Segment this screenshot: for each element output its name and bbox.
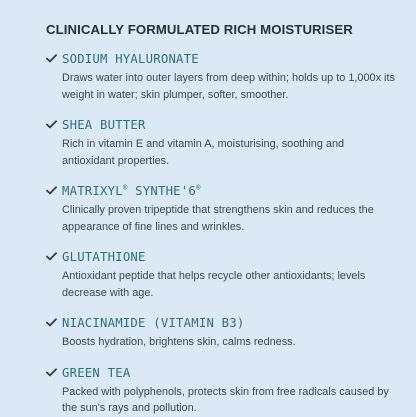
ingredient-name: SODIUM HYALURONATE	[62, 52, 199, 66]
ingredient-description: Draws water into outer layers from deep within; holds up to 1,000x its weight in water; skin plumper, softer, smoother.	[62, 72, 395, 101]
ingredient-name: SHEA BUTTER	[62, 118, 146, 132]
ingredient-name	[62, 183, 396, 199]
ingredient-description: Rich in vitamin E and vitamin A, moisturising, soothing and antioxidant properties.	[62, 138, 345, 167]
checkmark-icon	[46, 252, 57, 261]
ingredient-description: Clinically proven tripeptide that strengthens skin and reduces the appearance of fine lines and wrinkles.	[62, 204, 374, 233]
ingredient-item-sodium-hyaluronate	[46, 51, 396, 103]
checkmark-icon	[46, 318, 57, 327]
ingredient-name-part: MATRIXYL	[62, 184, 123, 198]
checkmark-icon	[46, 120, 57, 129]
registered-mark: ®	[195, 183, 201, 192]
checkmark-icon	[46, 54, 57, 63]
ingredient-list	[46, 51, 396, 417]
ingredient-item-shea-butter	[46, 117, 396, 169]
ingredient-description: Boosts hydration, brightens skin, calms redness.	[62, 336, 296, 348]
checkmark-icon	[46, 186, 57, 195]
ingredient-name: GREEN TEA	[62, 365, 131, 380]
ingredient-name: NIACINAMIDE (VITAMIN B3)	[62, 316, 245, 330]
ingredient-item-niacinamide	[46, 315, 396, 351]
ingredient-item-glutathione	[46, 249, 396, 301]
ingredient-item-matrixyl-synthe6	[46, 183, 396, 235]
registered-mark: ®	[122, 183, 128, 192]
ingredient-name-part: SYNTHE'6	[127, 184, 196, 198]
ingredient-description: Antioxidant peptide that helps recycle other antioxidants; levels decrease with age.	[62, 270, 366, 299]
panel-title: CLINICALLY FORMULATED RICH MOISTURISER	[46, 22, 353, 37]
checkmark-icon	[46, 368, 57, 377]
ingredient-description: Packed with polyphenols, protects skin from free radicals caused by the sun's rays and pollution.	[62, 385, 389, 414]
ingredient-item-green-tea	[46, 365, 396, 417]
ingredient-name: GLUTATHIONE	[62, 250, 146, 264]
